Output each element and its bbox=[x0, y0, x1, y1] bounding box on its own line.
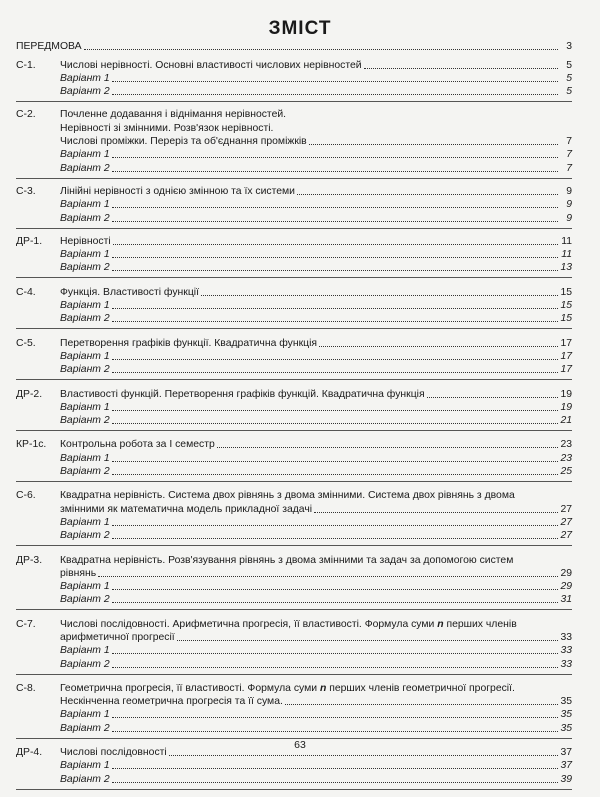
toc-entry bbox=[16, 387, 572, 431]
toc-page-number: 13 bbox=[560, 262, 572, 274]
toc-variant-row[interactable] bbox=[16, 580, 572, 593]
toc-variant-label: Варіант 2 bbox=[60, 530, 110, 542]
toc-section-code: С-6. bbox=[16, 490, 36, 502]
toc-section-title: рівнянь bbox=[60, 567, 97, 579]
toc-heading-row[interactable] bbox=[16, 336, 572, 349]
dot-leader bbox=[112, 157, 558, 158]
toc-page-number: 5 bbox=[566, 86, 572, 98]
dot-leader bbox=[297, 194, 558, 195]
dot-leader bbox=[112, 410, 558, 411]
toc-variant-row[interactable] bbox=[16, 772, 572, 785]
dot-leader bbox=[364, 68, 558, 69]
toc-variant-label: Варіант 1 bbox=[60, 249, 110, 261]
dot-leader bbox=[112, 461, 558, 462]
dot-leader bbox=[112, 538, 558, 539]
page-number: 63 bbox=[294, 739, 306, 751]
toc-section-code: С-4. bbox=[16, 286, 36, 298]
toc-variant-row[interactable] bbox=[16, 312, 572, 325]
dot-leader bbox=[112, 270, 558, 271]
dot-leader bbox=[177, 640, 558, 641]
toc-section-code: ДР-1. bbox=[16, 235, 43, 247]
toc-variant-row[interactable] bbox=[16, 657, 572, 670]
dot-leader bbox=[112, 321, 558, 322]
toc-page-number: 33 bbox=[560, 631, 572, 643]
dot-leader bbox=[112, 423, 558, 424]
toc-page-number: 23 bbox=[560, 452, 572, 464]
toc-section-title: Нерівності bbox=[60, 235, 111, 247]
toc-entry bbox=[16, 553, 572, 610]
dot-leader bbox=[112, 589, 558, 590]
toc-page-number: 37 bbox=[560, 760, 572, 772]
toc-page-number: 15 bbox=[560, 286, 572, 298]
toc-variant-row[interactable] bbox=[16, 529, 572, 542]
toc-page-number: 23 bbox=[560, 439, 572, 451]
toc-variant-label: Варіант 1 bbox=[60, 709, 110, 721]
dot-leader bbox=[112, 207, 558, 208]
toc-entry bbox=[16, 108, 572, 178]
toc-page-number: 37 bbox=[560, 747, 572, 759]
dot-leader bbox=[314, 512, 558, 513]
dot-leader bbox=[201, 295, 558, 296]
toc-entry bbox=[16, 336, 572, 380]
toc-section-code: С-7. bbox=[16, 618, 36, 630]
toc-variant-label: Варіант 2 bbox=[60, 313, 110, 325]
toc-heading-row bbox=[16, 502, 572, 515]
toc-section-code: С-5. bbox=[16, 337, 36, 349]
toc-entry bbox=[16, 235, 572, 279]
toc-variant-row[interactable] bbox=[16, 72, 572, 85]
toc-heading-row bbox=[16, 682, 572, 695]
toc-entry bbox=[16, 285, 572, 329]
toc-variant-label: Варіант 1 bbox=[60, 72, 110, 84]
toc-page-number: 15 bbox=[560, 300, 572, 312]
toc-variant-label: Варіант 1 bbox=[60, 581, 110, 593]
toc-section-title: Числові нерівності. Основні властивості числових нерівностей bbox=[60, 59, 362, 71]
toc-page-number: 27 bbox=[560, 530, 572, 542]
toc-variant-label: Варіант 2 bbox=[60, 773, 110, 785]
toc-section-title: Перетворення графіків функції. Квадратична функція bbox=[60, 337, 318, 349]
toc-heading-row bbox=[16, 631, 572, 644]
toc-page-number: 29 bbox=[560, 567, 572, 579]
dot-leader bbox=[112, 782, 558, 783]
toc-page-number: 31 bbox=[560, 594, 572, 606]
toc-variant-label: Варіант 2 bbox=[60, 415, 110, 427]
toc-section-title: Функція. Властивості функції bbox=[60, 286, 199, 298]
toc-variant-label: Варіант 1 bbox=[60, 645, 110, 657]
page-title: ЗМІСТ bbox=[268, 18, 332, 39]
toc-heading-row[interactable] bbox=[16, 40, 572, 53]
toc-page-number: 17 bbox=[560, 337, 572, 349]
dot-leader bbox=[84, 49, 558, 50]
toc-page-number: 15 bbox=[560, 313, 572, 325]
toc-page-number: 21 bbox=[560, 415, 572, 427]
toc-variant-label: Варіант 1 bbox=[60, 452, 110, 464]
dot-leader bbox=[112, 171, 558, 172]
dot-leader bbox=[112, 359, 558, 360]
toc-entry bbox=[16, 617, 572, 674]
toc-page-number: 25 bbox=[560, 466, 572, 478]
dot-leader bbox=[112, 474, 558, 475]
dot-leader bbox=[217, 447, 558, 448]
toc-section-code: КР-1с. bbox=[16, 439, 47, 451]
toc-variant-row[interactable] bbox=[16, 148, 572, 161]
toc-section-title: Геометрична прогресія, її властивості. Формула суми n перших членів геометричної прогресії. bbox=[60, 682, 515, 694]
toc-heading-row bbox=[16, 489, 572, 502]
dot-leader bbox=[285, 704, 558, 705]
toc-heading-row[interactable] bbox=[16, 387, 572, 400]
toc-variant-label: Варіант 2 bbox=[60, 466, 110, 478]
toc-entry bbox=[16, 185, 572, 229]
toc-variant-label: Варіант 1 bbox=[60, 149, 110, 161]
toc-page-number: 35 bbox=[560, 722, 572, 734]
toc-variant-label: Варіант 2 bbox=[60, 722, 110, 734]
toc-variant-row[interactable] bbox=[16, 708, 572, 721]
toc-section-title: арифметичної прогресії bbox=[60, 631, 175, 643]
toc-page-number: 11 bbox=[561, 235, 572, 247]
toc-section-code: С-1. bbox=[16, 59, 36, 71]
dot-leader bbox=[169, 755, 558, 756]
toc-heading-row[interactable] bbox=[16, 438, 572, 451]
toc-section-code: ДР-4. bbox=[16, 747, 43, 759]
toc-page-number: 7 bbox=[566, 149, 572, 161]
toc-variant-row[interactable] bbox=[16, 363, 572, 376]
toc-variant-row[interactable] bbox=[16, 721, 572, 734]
dot-leader bbox=[112, 717, 558, 718]
toc-heading-row[interactable] bbox=[16, 285, 572, 298]
dot-leader bbox=[112, 731, 558, 732]
toc-variant-row[interactable] bbox=[16, 261, 572, 274]
toc-section-title: змінними як математична модель прикладної задачі bbox=[60, 503, 313, 515]
toc-variant-row[interactable] bbox=[16, 350, 572, 363]
toc-entry bbox=[16, 746, 572, 790]
toc-variant-row[interactable] bbox=[16, 198, 572, 211]
toc-variant-label: Варіант 2 bbox=[60, 658, 110, 670]
toc-variant-row[interactable] bbox=[16, 85, 572, 98]
toc-section-code: ДР-2. bbox=[16, 388, 43, 400]
toc-variant-label: Варіант 2 bbox=[60, 594, 110, 606]
toc-variant-row[interactable] bbox=[16, 759, 572, 772]
toc-page-number: 29 bbox=[560, 581, 572, 593]
toc-page-number: 35 bbox=[560, 709, 572, 721]
toc-section-title: Контрольна робота за І семестр bbox=[60, 439, 215, 451]
dot-leader bbox=[112, 667, 558, 668]
toc-page-number: 9 bbox=[566, 185, 572, 197]
toc-entry bbox=[16, 489, 572, 546]
toc-section-title: Числові проміжки. Переріз та об'єднання проміжків bbox=[60, 136, 307, 148]
toc-section-code: С-2. bbox=[16, 109, 36, 121]
toc-page-number: 17 bbox=[560, 350, 572, 362]
toc-variant-row[interactable] bbox=[16, 465, 572, 478]
toc-page-number: 7 bbox=[566, 162, 572, 174]
dot-leader bbox=[112, 221, 558, 222]
toc-page-number: 33 bbox=[560, 645, 572, 657]
toc-variant-label: Варіант 2 bbox=[60, 364, 110, 376]
dot-leader bbox=[112, 257, 558, 258]
toc-variant-label: Варіант 2 bbox=[60, 212, 110, 224]
toc-page-number: 35 bbox=[560, 696, 572, 708]
toc-entry bbox=[16, 682, 572, 739]
dot-leader bbox=[319, 346, 558, 347]
dot-leader bbox=[112, 308, 558, 309]
toc-page-number: 33 bbox=[560, 658, 572, 670]
dot-leader bbox=[112, 768, 558, 769]
toc-variant-label: Варіант 1 bbox=[60, 401, 110, 413]
toc-page-number: 19 bbox=[560, 401, 572, 413]
toc-page-number: 19 bbox=[560, 388, 572, 400]
toc-section-title: Почленне додавання і віднімання нерівностей. bbox=[60, 109, 287, 121]
dot-leader bbox=[112, 94, 558, 95]
toc-section-code: С-3. bbox=[16, 185, 36, 197]
toc-page-number: 11 bbox=[561, 249, 572, 261]
toc-variant-label: Варіант 2 bbox=[60, 162, 110, 174]
toc-section-title: ПЕРЕДМОВА bbox=[16, 41, 82, 53]
toc-page-number: 39 bbox=[560, 773, 572, 785]
toc-page-number: 3 bbox=[566, 41, 572, 53]
toc-heading-row[interactable] bbox=[16, 58, 572, 71]
toc-heading-row[interactable] bbox=[16, 235, 572, 248]
toc-variant-row[interactable] bbox=[16, 644, 572, 657]
toc-variant-label: Варіант 1 bbox=[60, 350, 110, 362]
toc-section-title: Квадратна нерівність. Система двох рівнянь з двома змінними. Система двох рівнянь з двома bbox=[60, 490, 515, 502]
toc-page-number: 5 bbox=[566, 59, 572, 71]
toc-page-number: 27 bbox=[560, 516, 572, 528]
dot-leader bbox=[112, 81, 558, 82]
toc-variant-label: Варіант 1 bbox=[60, 300, 110, 312]
toc-variant-row[interactable] bbox=[16, 516, 572, 529]
toc-section-title: Властивості функцій. Перетворення графіків функцій. Квадратична функція bbox=[60, 388, 425, 400]
toc-variant-row[interactable] bbox=[16, 248, 572, 261]
dot-leader bbox=[98, 576, 558, 577]
toc-section-title: Нескінченна геометрична прогресія та її сума. bbox=[60, 696, 283, 708]
toc-entry bbox=[16, 40, 572, 56]
toc-section-title: Числові послідовності. Арифметична прогресія, її властивості. Формула суми n перших членів bbox=[60, 618, 517, 630]
toc-page-number: 5 bbox=[566, 72, 572, 84]
toc-heading-row bbox=[16, 567, 572, 580]
toc-variant-label: Варіант 1 bbox=[60, 760, 110, 772]
formula-variable: n bbox=[437, 618, 444, 630]
toc-variant-label: Варіант 2 bbox=[60, 262, 110, 274]
formula-variable: n bbox=[319, 682, 327, 694]
dot-leader bbox=[112, 372, 558, 373]
toc-entry bbox=[16, 58, 572, 102]
toc-page-number: 27 bbox=[560, 503, 572, 515]
toc-heading-row bbox=[16, 121, 572, 134]
toc-page-number: 7 bbox=[566, 136, 572, 148]
toc-heading-row bbox=[16, 108, 572, 121]
dot-leader bbox=[427, 397, 558, 398]
table-of-contents bbox=[16, 40, 572, 797]
toc-heading-row[interactable] bbox=[16, 185, 572, 198]
toc-entry bbox=[16, 438, 572, 482]
toc-variant-row[interactable] bbox=[16, 161, 572, 174]
toc-heading-row bbox=[16, 695, 572, 708]
dot-leader bbox=[112, 653, 558, 654]
toc-variant-row[interactable] bbox=[16, 593, 572, 606]
toc-variant-row[interactable] bbox=[16, 299, 572, 312]
toc-variant-label: Варіант 2 bbox=[60, 86, 110, 98]
dot-leader bbox=[113, 244, 558, 245]
toc-section-code: ДР-3. bbox=[16, 554, 43, 566]
toc-section-code: С-8. bbox=[16, 682, 36, 694]
toc-page-number: 17 bbox=[560, 364, 572, 376]
toc-section-title: Нерівності зі змінними. Розв'язок нерівності. bbox=[60, 122, 274, 134]
toc-page-number: 9 bbox=[566, 199, 572, 211]
toc-section-title: Лінійні нерівності з однією змінною та їх системи bbox=[60, 185, 295, 197]
toc-section-title: Квадратна нерівність. Розв'язування рівнянь з двома змінними та задач за допомогою систем bbox=[60, 554, 514, 566]
dot-leader bbox=[112, 525, 558, 526]
toc-variant-row[interactable] bbox=[16, 401, 572, 414]
toc-section-title: Числові послідовності bbox=[60, 747, 167, 759]
toc-variant-label: Варіант 1 bbox=[60, 516, 110, 528]
toc-heading-row bbox=[16, 617, 572, 630]
toc-variant-row[interactable] bbox=[16, 211, 572, 224]
toc-heading-row bbox=[16, 135, 572, 148]
toc-heading-row bbox=[16, 553, 572, 566]
toc-variant-row[interactable] bbox=[16, 414, 572, 427]
dot-leader bbox=[112, 602, 558, 603]
toc-variant-row[interactable] bbox=[16, 451, 572, 464]
toc-page-number: 9 bbox=[566, 212, 572, 224]
dot-leader bbox=[309, 144, 558, 145]
toc-variant-label: Варіант 1 bbox=[60, 199, 110, 211]
